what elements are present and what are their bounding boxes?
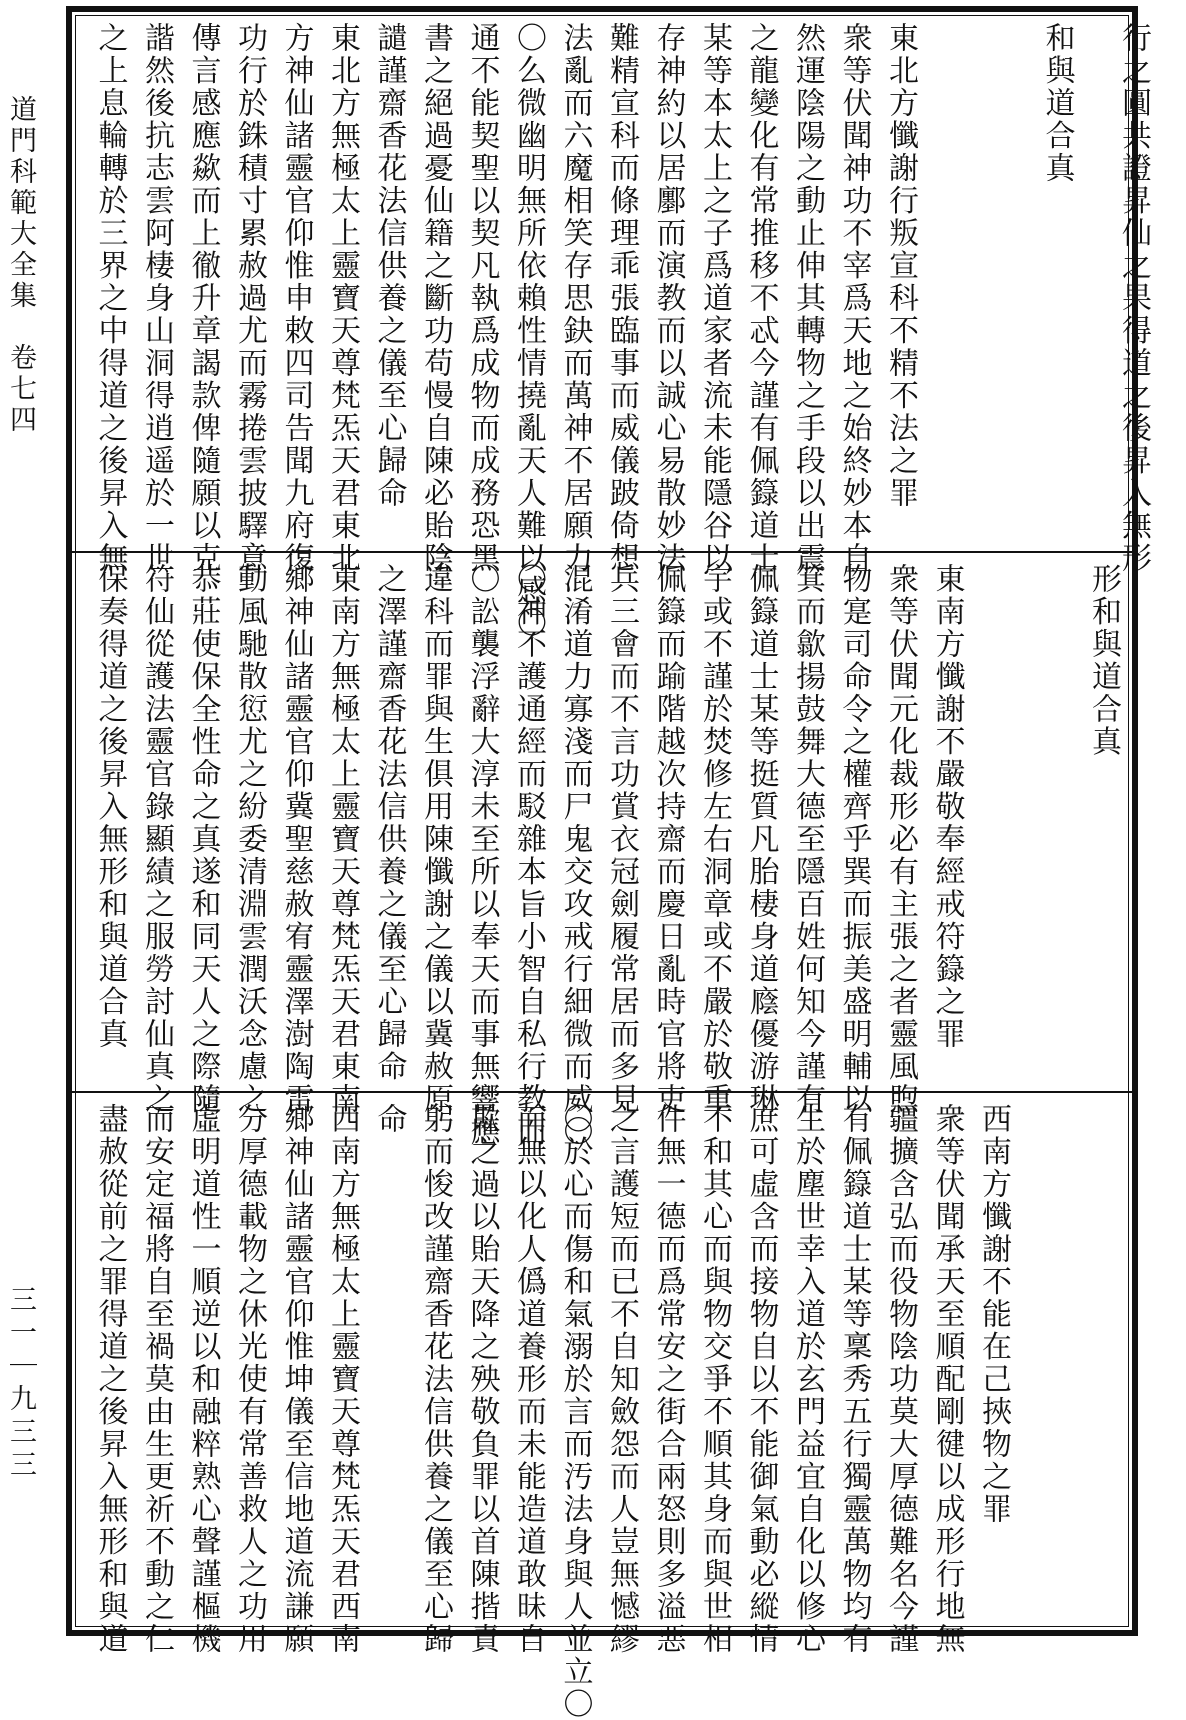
text-column: 衆等伏聞神功不宰爲天地之始終妙本自 [836,22,872,575]
text-column: 書之絕過憂仙籍之斷功苟慢自陳必貽陰 [418,22,453,575]
text-column: 之澤謹齋香花法信供養之儀至心歸命 [371,563,407,1084]
text-column: 難精宣科而條理乖張臨事而威儀跛倚想 [604,22,639,575]
text-column: 兵三會而不言功賞衣冠劍履常居而多見 [604,563,639,1116]
text-column: 功行於銖積寸累赦過尤而霧捲雲披驛意 [232,22,267,575]
text-column: 之龍變化有常推移不忒今謹有佩籙道士 [743,22,779,575]
text-column: 通不能契聖以契凡執爲成物而成務恐黑 [464,22,500,575]
text-column: 鄉神仙諸靈官仰惟坤儀至信地道流謙願 [278,1102,314,1656]
text-column: 混淆道力寡淺而尸鬼交攻戒行細微而威〇 [557,563,593,1149]
text-column: 佩籙道士某等挺質凡胎棲身道廕優游琳 [743,563,779,1116]
text-column: 違科而罪與生俱用陳懺謝之儀以冀赦原 [418,563,453,1116]
text-column: 〇訟襲浮辭大淳未至所以奉天而事無響應 [464,563,500,1149]
text-column: 恭莊使保全性命之真遂和同天人之際隨 [185,563,221,1116]
text-panel-bottom [72,1091,1132,1720]
text-column: 宇或不謹於焚修左右洞章或不嚴於敬重 [697,563,732,1116]
text-column: 行之圓共證昇仙之果得道之後昇入無形 [1116,22,1151,575]
text-column: 而安定福將自至禍莫由生更祈不動之仁 [139,1102,174,1656]
text-column: 方神仙諸靈官仰惟申敕四司告聞九府復 [278,22,314,575]
text-column: 然運陰陽之動止伸其轉物之手段以出震 [790,22,825,575]
text-column: 諧然後抗志雲阿棲身山洞得逍遥於一世 [139,22,174,575]
text-column: 〇神不護通經而駁雜本旨小智自私行教而 [511,563,546,1149]
text-column: 而無以化人僞道養形而未能造道敢昧自 [511,1102,546,1656]
section-heading: 東南方懺謝不嚴敬奉經戒符籙之罪 [929,563,965,1051]
panel-columns [86,563,1126,1149]
page-number-margin: 三一｜九三三 [5,1285,36,1483]
text-column: 不和其心而與物交爭不順其身而與世相 [697,1102,732,1656]
text-column: 動風馳散愆尤之紛委清淵雲潤沃念慮之 [232,563,267,1116]
section-heading: 西南方懺謝不能在己挾物之罪 [976,1102,1011,1526]
text-column: 生於塵世幸入道於玄門益宜自化以修心 [790,1102,825,1656]
text-column: 存神約以居鄽而演教而以誠心易散妙法 [650,22,686,575]
text-column: 虛明道性一順逆以和融粹熟心聲謹樞機 [185,1102,221,1656]
text-column: 衆等伏聞承天至順配剛徤以成形行地無 [929,1102,965,1656]
text-column: 佩籙而踰階越次持齋而慶日亂時官將吏 [650,563,686,1116]
text-column: 〇么微幽明無所依賴性情撓亂天人難以感〇 [511,22,546,640]
book-title-margin: 道門科範大全集 卷七四 [5,95,36,436]
text-panel-top [72,12,1151,640]
text-column: 保奏得道之後昇入無形和與道合真 [92,563,128,1051]
text-column: 分厚德載物之休光使有常善救人之功用 [232,1102,267,1656]
text-column: 之上息輪轉於三界之中得道之後昇入無 [92,22,128,575]
text-column: 形和與道合真 [1086,563,1121,759]
text-column: 物寔司命令之權齊乎巽而振美盛明輔以 [836,563,872,1116]
text-column: 鄉神仙諸靈官仰冀聖慈赦宥靈澤澍陶雷 [278,563,314,1116]
text-column: 某等本太上之子爲道家者流未能隱谷以 [697,22,732,575]
text-column: 盡赦從前之罪得道之後昇入無形和與道 [92,1102,128,1656]
text-column: 箕而歙揚鼓舞大德至隱百姓何知今謹有 [790,563,825,1116]
text-column: 躬而悛改謹齋香花法信供養之儀至心歸 [418,1102,453,1656]
text-column: 欺之過以貽天降之殃敬負罪以首陳揩責 [464,1102,500,1656]
text-column: 命 [371,1102,407,1136]
text-column: 符仙從護法靈官錄顯績之服勞討仙真之 [139,563,174,1116]
text-column: 和與道合真 [1039,22,1075,185]
text-column: 疆擴含弘而役物陰功莫大厚德難名今謹 [883,1102,918,1656]
text-column: 庶可虛含而接物自以不能御氣動必縱情 [743,1102,779,1656]
page-frame [66,6,1151,1720]
section-heading: 東北方懺謝行叛宣科不精不法之罪 [883,22,918,510]
text-column: 衆等伏聞元化裁形必有主張之者靈風煦 [883,563,918,1116]
text-column: 譴謹齋香花法信供養之儀至心歸命 [371,22,407,510]
text-column: 有佩籙道士某等稟秀五行獨靈萬物均有 [836,1102,872,1656]
text-column: 〇於心而傷和氣溺於言而汚法身與人並立〇 [557,1102,593,1720]
text-column: 東南方無極太上靈寶天尊梵炁天君東南 [325,563,360,1116]
panel-columns [86,22,1156,640]
text-column: 東北方無極太上靈寶天尊梵炁天君東北 [325,22,360,575]
text-column: 西南方無極太上靈寶天尊梵炁天君西南 [325,1102,360,1656]
panel-columns [86,1102,1126,1720]
text-panel-middle [72,551,1132,1149]
text-column: 法亂而六魔相笑存思鈌而萬神不居願力 [557,22,593,575]
text-column: 之言護短而已不自知斂怨而人豈無憾繆 [604,1102,639,1656]
text-column: 件無一德而爲常安之街合兩怒則多溢惡 [650,1102,686,1656]
text-column: 傳言感應歘而上徹升章謁款俾隨願以克 [185,22,221,575]
